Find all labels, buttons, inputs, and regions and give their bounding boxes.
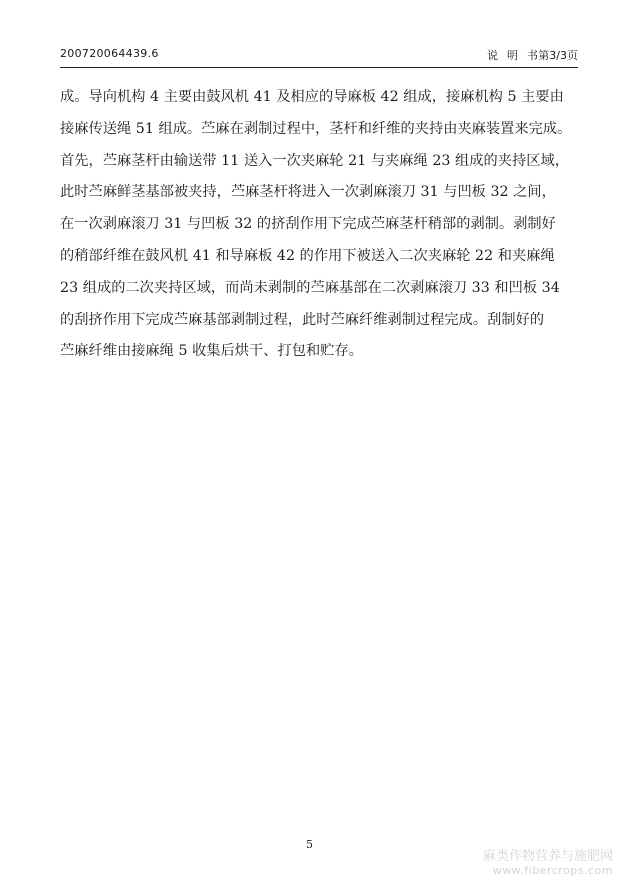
body-line: 接麻传送绳 51 组成。苎麻在剥制过程中，茎杆和纤维的夹持由夹麻装置来完成。 [60,120,572,137]
description-body [60,82,578,368]
body-line: 的稍部纤维在鼓风机 41 和导麻板 42 的作用下被送入二次夹麻轮 22 和夹麻绳 [60,247,555,264]
body-line: 的刮挤作用下完成苎麻基部剥制过程，此时苎麻纤维剥制过程完成。刮制好的 [60,311,545,328]
page-header [60,47,578,67]
document-type: 说明书 [487,49,547,62]
body-line: 23 组成的二次夹持区域，而尚未剥制的苎麻基部在二次剥麻滚刀 33 和凹板 34 [60,279,560,296]
body-line: 在一次剥麻滚刀 31 与凹板 32 的挤刮作用下完成苎麻茎杆稍部的剥制。剥制好 [60,216,556,233]
header-divider [60,67,578,68]
watermark-url: www.fibercrops.com [492,864,613,877]
body-line: 苎麻纤维由接麻绳 5 收集后烘干、打包和贮存。 [60,343,363,360]
watermark-cn: 麻类作物营养与施肥网 [482,849,613,864]
page-number: 5 [306,838,313,851]
page-indicator: 第3/3页 [538,49,578,62]
body-line: 此时苎麻鲜茎基部被夹持，苎麻茎杆将进入一次剥麻滚刀 31 与凹板 32 之间， [60,184,556,201]
site-watermark [483,849,613,877]
body-line: 成。导向机构 4 主要由鼓风机 41 及相应的导麻板 42 组成，接麻机构 5 主要由 [60,89,564,105]
body-line: 首先，苎麻茎杆由输送带 11 送入一次夹麻轮 21 与夹麻绳 23 组成的夹持区域， [60,152,569,169]
application-number: 200720064439.6 [60,47,159,60]
